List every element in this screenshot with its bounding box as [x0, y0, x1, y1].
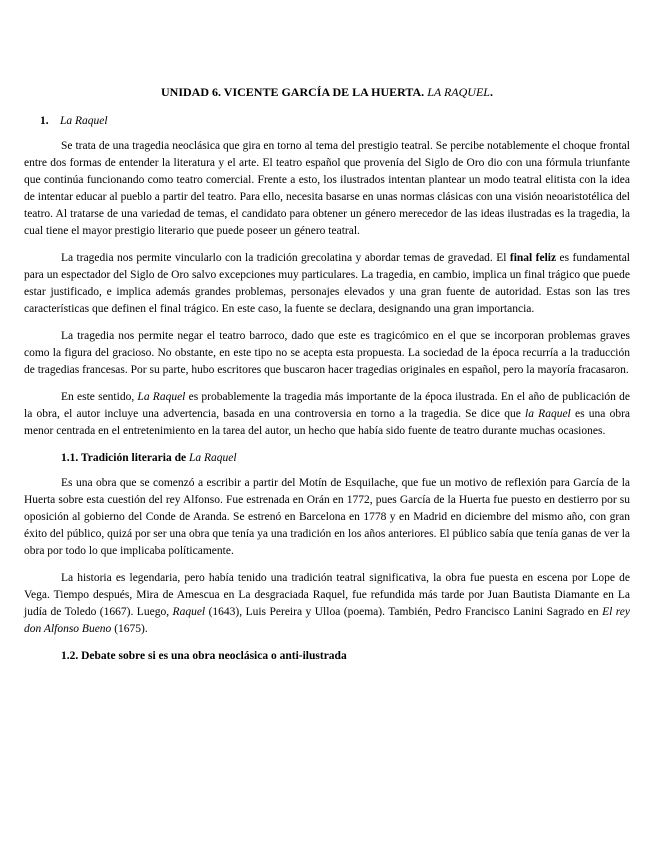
paragraph-text: es una obra menor centrada en el entretenimiento en la tarea del autor, un hecho que había sido fuente de teatro durante muchas ocasiones. — [24, 408, 630, 437]
paragraph-text: (1675). — [111, 623, 148, 635]
paragraph — [24, 389, 630, 440]
paragraph — [24, 475, 630, 560]
paragraph-text: es fundamental para un espectador del Siglo de Oro salvo excepciones muy particulares. La tragedia, en cambio, implica un final trágico que puede estar justificado, e implica además grandes problemas, personajes elevados y una gran fuente de autoridad. Estas son las tres características que definen el final trágico. En este caso, la fuente se declara, designando una gran importancia. — [24, 252, 630, 315]
title-main: UNIDAD 6. VICENTE GARCÍA DE LA HUERTA. — [161, 85, 428, 99]
subsection-label: 1.1. Tradición literaria de — [61, 452, 189, 464]
bold-text: final feliz — [509, 252, 557, 264]
subsection-label-italic: La Raquel — [188, 452, 237, 464]
paragraph-text: es probablemente la tragedia más importante de la época ilustrada. En el año de publicación de la obra, el autor incluye una advertencia, basada en una controversia en torno a la tragedia. Se dice que — [24, 391, 630, 420]
section-heading-1 — [24, 113, 630, 130]
italic-text: La Raquel — [137, 391, 186, 403]
title-end: . — [489, 85, 493, 99]
title-italic: LA RAQUEL — [427, 85, 490, 99]
paragraph-text: Se trata de una tragedia neoclásica que gira en torno al tema del prestigio teatral. Se percibe notablemente el choque frontal entre dos formas de entender la literatura y el arte. El teatro español que provenía del Siglo de Oro dio con una fórmula triunfante que continúa funcionando como teatro comercial. Frente a esto, los ilustrados intentan plantear un modo teatral elitista con la idea de intentar educar al pueblo a partir del teatro. Para ello, necesita basarse en unas normas clásicas con una visión neoaristotélica del teatro. Al tratarse de una variedad de temas, el candidato para obtener un género merecedor de las ideas ilustradas es la tragedia, la cual tiene el mayor prestigio literario que puede poseer un género teatral. — [24, 140, 630, 237]
italic-text: El rey don Alfonso Bueno — [24, 606, 631, 635]
paragraph-text: La tragedia nos permite negar el teatro barroco, dado que este es tragicómico en el que se incorporan problemas graves como la figura del gracioso. No obstante, en este tipo no se acepta esta propuesta. La sociedad de la época recurría a la traducción de tragedias francesas. Por su parte, hubo escritores que buscaron hacer tragedias originales en español, pero la mayoría fracasaron. — [24, 330, 630, 376]
document-body — [24, 84, 630, 673]
paragraph-text: La tragedia nos permite vincularlo con la tradición grecolatina y abordar temas de gravedad. El — [61, 252, 510, 264]
paragraph-text: (1643), Luis Pereira y Ulloa (poema). También, Pedro Francisco Lanini Sagrado en — [205, 606, 603, 618]
paragraph-text: Es una obra que se comenzó a escribir a partir del Motín de Esquilache, que fue un motivo de reflexión para García de la Huerta sobre esta cuestión del rey Alfonso. Fue estrenada en Orán en 1772, pues García de la Huerta fue puesto en destierro por su oposición al gobierno del Conde de Aranda. Se estrenó en Barcelona en 1778 y en Madrid en diciembre del mismo año, con gran éxito del público, quizá por ser una obra que tenía ya una tradición en los años anteriores. El público sabía que tenía ganas de ver la obra por todo lo que implicaba políticamente. — [24, 477, 630, 557]
section-1-paragraphs — [24, 138, 630, 440]
section-1-1-paragraphs — [24, 475, 630, 638]
page-title — [24, 84, 630, 101]
paragraph-text: En este sentido, — [61, 391, 138, 403]
paragraph — [24, 328, 630, 379]
subsection-label: 1.2. Debate sobre si es una obra neoclásica o anti-ilustrada — [61, 650, 347, 662]
paragraph — [24, 138, 630, 240]
paragraph — [24, 250, 630, 318]
paragraph-text: La historia es legendaria, pero había tenido una tradición teatral significativa, la obra fue puesta en escena por Lope de Vega. Tiempo después, Mira de Amescua en La desgraciada Raquel, fue refundida más tarde por Juan Bautista Diamante en La judía de Toledo (1667). Luego, — [24, 572, 630, 618]
section-heading-1-2 — [24, 648, 630, 665]
section-heading-1-1 — [24, 450, 630, 467]
italic-text: Raquel — [172, 606, 206, 618]
italic-text: la Raquel — [525, 408, 571, 420]
section-label: La Raquel — [60, 115, 108, 127]
section-number: 1. — [40, 115, 49, 127]
paragraph — [24, 570, 630, 638]
